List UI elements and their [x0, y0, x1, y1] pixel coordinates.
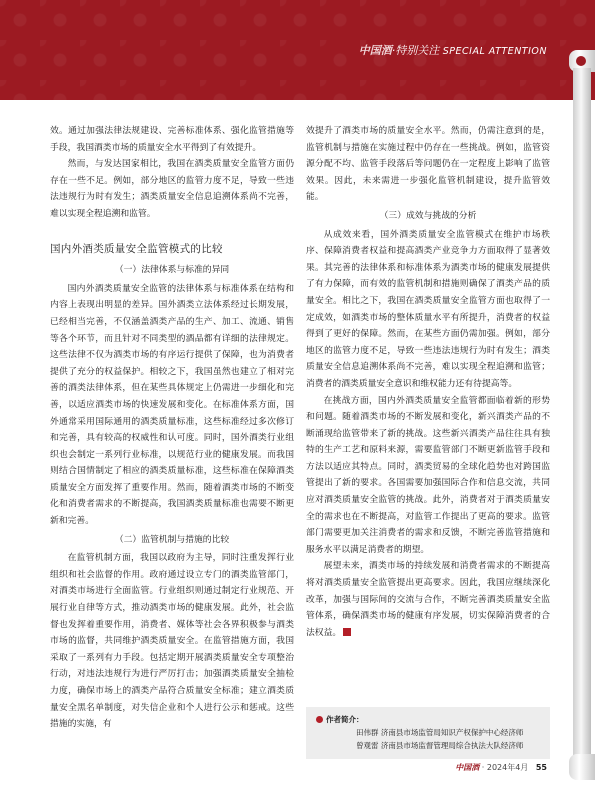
- scroll-knob-icon: [576, 56, 586, 66]
- page-footer: [455, 762, 547, 773]
- paragraph: 国内外酒类质量安全监管的法律体系与标准体系在结构和内容上表现出明显的差异。国外酒类立法体系经过长期发展，已经相当完善，不仅涵盖酒类产品的生产、加工、流通、销售等各个环节，而且针对不同类型的酒品都有详细的法律规定。这些法律不仅为酒类市场的有序运行提供了保障，也为消费者提供了充分的权益保护。相较之下，我国虽然也建立了相对完善的酒类法律体系，但在某些具体规定上仍需进一步细化和完善，以适应酒类市场的快速发展和变化。在标准体系方面，国外通常采用国际通用的酒类质量标准，这些标准经过多次修订和完善，具有较高的权威性和认可度。同时，国外酒类行业组织也会制定一系列行业标准，以规范行业的健康发展。而我国则结合国情制定了相应的酒类质量标准，这些标准在保障酒类质量安全方面发挥了重要作用。然而，随着酒类市场的不断变化和消费者需求的不断提高，我国酒类质量标准也需要不断更新和完善。: [50, 283, 294, 527]
- scroll-rod: [573, 68, 591, 758]
- paragraph: [306, 558, 550, 641]
- header-band: [0, 0, 595, 100]
- paragraph: 在挑战方面，国内外酒类质量安全监管都面临着新的形势和问题。随着酒类市场的不断发展和变化，新兴酒类产品的不断涌现给监管带来了新的挑战。这些新兴酒类产品往往具有独特的生产工艺和原料来源，需要监管部门不断更新监管手段和方法以适应其特点。同时，酒类贸易的全球化趋势也对跨国监管提出了新的要求。各国需要加强国际合作和信息交流，共同应对酒类质量安全监管的挑战。此外，消费者对于酒类质量安全的需求也在不断提高，对监管工作提出了更高的要求。监管部门需要更加关注消费者的需求和反馈，不断完善监管措施和服务水平以满足消费者的期望。: [306, 395, 550, 555]
- end-mark-icon: [343, 628, 351, 636]
- magazine-brand: 中国酒: [358, 44, 392, 57]
- closing-text: 展望未来，酒类市场的持续发展和消费者需求的不断提高将对酒类质量安全监管提出更高要求。因此，我国应继续深化改革，加强与国际间的交流与合作，不断完善酒类质量安全监管体系，确保酒类市场的健康有序发展，切实保障消费者的合法权益。: [306, 561, 550, 638]
- issue-date: · 2024年4月: [481, 763, 529, 772]
- section-heading: 国内外酒类质量安全监管模式的比较: [50, 242, 223, 255]
- subheading: （三）成效与挑战的分析: [379, 210, 477, 221]
- paragraph: 在监管机制方面，我国以政府为主导，同时注重发挥行业组织和社会监督的作用。政府通过设立专门的酒类监管部门，对酒类市场进行全面监管。行业组织则通过制定行业规范、开展行业自律等方式，推动酒类市场的健康发展。此外，社会监督也发挥着重要作用，消费者、媒体等社会各界积极参与酒类市场的监督，共同维护酒类质量安全。在监管措施方面，我国采取了一系列有力手段。包括定期开展酒类质量安全专项整治行动，对违法违规行为进行严厉打击；加强酒类质量安全抽检力度，确保市场上的酒类产品符合质量安全标准；建立酒类质量安全黑名单制度，对失信企业和个人进行公示和惩戒。这些措施的实施，有: [50, 553, 294, 730]
- paragraph: 效。通过加强法律法规建设、完善标准体系、强化监管措施等手段，我国酒类市场的质量安全水平得到了有效提升。: [50, 126, 294, 153]
- scroll-ornament: [569, 50, 595, 780]
- paragraph: 从成效来看，国外酒类质量安全监管模式在维护市场秩序、保障消费者权益和提高酒类产业竞争力方面取得了显著效果。其完善的法律体系和标准体系为酒类市场的健康发展提供了有力保障，而有效的监管机制和措施则确保了酒类产品的质量安全。相比之下，我国在酒类质量安全监管方面也取得了一定成效，如酒类市场的整体质量水平有所提升，消费者的权益得到了更好的保障。然而，在某些方面仍需加强。例如，部分地区的监管力度不足，导致一些违法违规行为时有发生；酒类质量安全信息追溯体系尚不完善，难以实现全程追溯和监管；消费者的酒类质量安全意识和维权能力还有待提高等。: [306, 229, 550, 389]
- footer-logo: 中国酒: [455, 763, 480, 772]
- column-right: [306, 123, 550, 641]
- column-left: [50, 123, 294, 733]
- bullet-icon: [316, 716, 323, 723]
- author-line-2: 曾观雷 济南县市场监督管理局综合执法大队经济师: [356, 741, 524, 750]
- section-label: ·特别关注: [391, 44, 440, 57]
- scroll-bottom-cap: [569, 754, 595, 780]
- author-heading: [316, 713, 540, 726]
- author-box: [306, 707, 550, 759]
- subheading: （二）监管机制与措施的比较: [114, 534, 230, 545]
- author-line-1: 田伟群 济南县市场监管局知识产权保护中心经济师: [356, 728, 524, 737]
- page-number: 55: [535, 763, 547, 772]
- paragraph: 效提升了酒类市场的质量安全水平。然而，仍需注意到的是，监管机制与措施在实施过程中仍存在一些挑战。例如，监管资源分配不均、监管手段落后等问题仍在一定程度上影响了监管效果。因此，未来需进一步强化监管机制建设，提升监管效能。: [306, 126, 550, 203]
- section-label-en: SPECIAL ATTENTION: [442, 46, 547, 57]
- running-header: [359, 42, 547, 58]
- author-title-text: 作者简介：: [326, 715, 364, 724]
- paragraph: 然而，与发达国家相比，我国在酒类质量安全监管方面仍存在一些不足。例如，部分地区的监管力度不足，导致一些违法违规行为时有发生；酒类质量安全信息追溯体系尚不完善，难以实现全程追溯和监管。: [50, 159, 294, 219]
- subheading: （一）法律体系与标准的异同: [114, 265, 230, 276]
